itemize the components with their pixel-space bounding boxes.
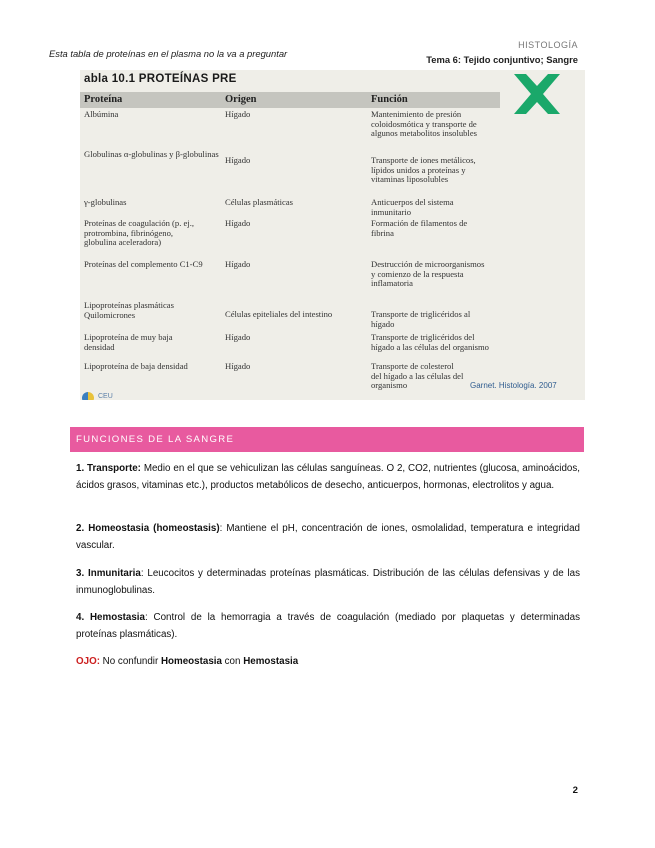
cell-origin: Hígado bbox=[225, 259, 251, 269]
paragraph-inmunitaria bbox=[76, 565, 580, 599]
paragraph-number: 4. bbox=[76, 612, 85, 623]
table-header-row bbox=[80, 92, 500, 108]
cell-function: Mantenimiento de presión coloidosmótica y transporte de algunos metabolitos insolubles bbox=[371, 109, 477, 139]
header-note: Esta tabla de proteínas en el plasma no la va a preguntar bbox=[49, 48, 288, 59]
paragraph-number: 3. bbox=[76, 568, 85, 579]
column-header-origin: Origen bbox=[225, 94, 257, 105]
paragraph-hemostasia bbox=[76, 609, 580, 643]
section-title: FUNCIONES DE LA SANGRE bbox=[76, 434, 235, 445]
cell-origin: Hígado bbox=[225, 155, 251, 165]
table-title: abla 10.1 PROTEÍNAS PRE bbox=[84, 73, 237, 85]
cell-protein: Albúmina bbox=[84, 109, 119, 119]
column-header-protein: Proteína bbox=[84, 94, 123, 105]
cell-function: Transporte de iones metálicos, lípidos unidos a proteínas y vitaminas liposolubles bbox=[371, 155, 476, 185]
paragraph-term: Hemostasia bbox=[89, 612, 145, 623]
paragraph-term: Inmunitaria bbox=[88, 568, 141, 579]
cell-protein: Proteínas del complemento C1-C9 bbox=[84, 259, 203, 269]
cell-origin: Hígado bbox=[225, 361, 251, 371]
paragraph-text: : Control de la hemorragia a través de coagulación (mediado por plaquetas y determinadas proteínas plasmáticas). bbox=[76, 612, 580, 640]
cell-protein: Globulinas α-globulinas y β-globulinas bbox=[84, 149, 219, 159]
paragraph-number: 1. bbox=[76, 463, 85, 474]
paragraph-term: Transporte: bbox=[87, 463, 141, 474]
paragraph-homeostasia bbox=[76, 520, 580, 554]
paragraph-term: Homeostasia (homeostasis) bbox=[88, 523, 220, 534]
cell-protein: Lipoproteínas plasmáticas Quilomicrones bbox=[84, 300, 174, 320]
ojo-term-homeostasia: Homeostasia bbox=[160, 656, 222, 667]
paragraph-number: 2. bbox=[76, 523, 85, 534]
cell-function: Transporte de triglicéridos del hígado a las células del organismo bbox=[371, 332, 489, 352]
cell-origin: Células plasmáticas bbox=[225, 197, 294, 207]
cell-function: Transporte de colesterol del hígado a las células del organismo bbox=[371, 361, 464, 391]
cell-protein: Lipoproteína de baja densidad bbox=[84, 361, 188, 371]
cell-function: Formación de filamentos de fibrina bbox=[371, 218, 468, 238]
cell-origin: Células epiteliales del intestino bbox=[225, 309, 333, 319]
paragraph-text: : Mantiene el pH, concentración de iones, osmolalidad, temperatura e integridad vascular. bbox=[76, 523, 580, 551]
protein-table-image bbox=[80, 70, 585, 400]
paragraph-text: Medio en el que se vehiculizan las células sanguíneas. O 2, CO2, nutrientes (glucosa, aminoácidos, ácidos grasos, vitaminas etc.), productos metabólicos de desecho, anticuerpos, hormonas, electrolitos y agua. bbox=[76, 463, 580, 491]
ojo-text: No confundir bbox=[99, 656, 161, 667]
ceu-logo-icon bbox=[82, 392, 94, 400]
table-citation: Garnet. Histología. 2007 bbox=[470, 381, 557, 390]
ojo-term-hemostasia: Hemostasia bbox=[243, 656, 299, 667]
cell-protein: Proteínas de coagulación (p. ej., protrombina, fibrinógeno, globulina aceleradora) bbox=[84, 218, 195, 248]
cell-function: Anticuerpos del sistema inmunitario bbox=[371, 197, 454, 217]
cell-origin: Hígado bbox=[225, 218, 251, 228]
section-banner bbox=[70, 427, 584, 452]
header-topic: Tema 6: Tejido conjuntivo; Sangre bbox=[426, 54, 578, 65]
cell-origin: Hígado bbox=[225, 332, 251, 342]
cell-origin: Hígado bbox=[225, 109, 251, 119]
ojo-note bbox=[76, 653, 580, 670]
cell-function: Transporte de triglicéridos al hígado bbox=[371, 309, 471, 329]
cell-protein: γ-globulinas bbox=[84, 197, 127, 207]
column-header-function: Función bbox=[371, 94, 408, 105]
cell-protein: Lipoproteína de muy baja densidad bbox=[84, 332, 173, 352]
header-subject: HISTOLOGÍA bbox=[518, 40, 578, 50]
cell-function: Destrucción de microorganismos y comienzo de la respuesta inflamatoria bbox=[371, 259, 485, 289]
paragraph-text: : Leucocitos y determinadas proteínas plasmáticas. Distribución de las células defensivas y de las inmunoglobulinas. bbox=[76, 568, 580, 596]
paragraph-transporte bbox=[76, 460, 580, 494]
cross-icon bbox=[508, 72, 566, 116]
ceu-logo-text: CEU bbox=[98, 393, 113, 400]
ojo-text: con bbox=[221, 656, 244, 667]
page-number: 2 bbox=[572, 785, 578, 796]
ojo-label: OJO: bbox=[76, 656, 100, 667]
